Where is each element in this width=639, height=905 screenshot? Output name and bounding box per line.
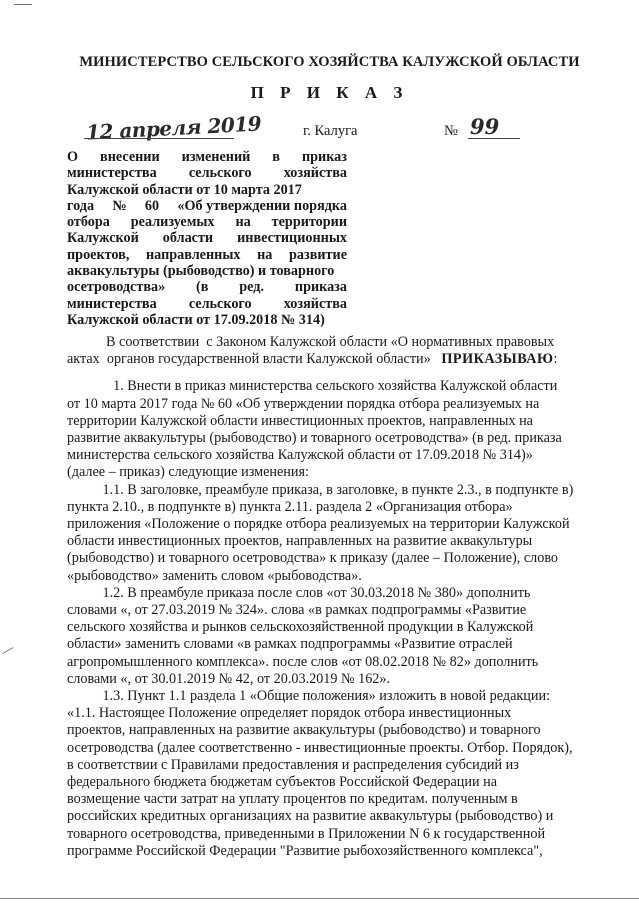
text-line [67, 808, 572, 825]
text-fragment: области инвестиционных проектов, направленных на развитие аквакультуры [67, 533, 533, 550]
number-underline [468, 138, 520, 139]
text-fragment: «рыбоводство» заменить словом «рыбоводства». [67, 567, 362, 584]
text-line [67, 263, 347, 279]
text-fragment: словами «, от 30.01.2019 № 42, от 20.03.2019 № 162». [67, 670, 391, 687]
text-fragment: Калужской области от 17.09.2018 № 314) [67, 311, 325, 328]
text-fragment: области [162, 230, 214, 247]
text-fragment: территории [271, 214, 347, 231]
text-line [67, 312, 347, 328]
text-line [67, 334, 572, 351]
text-fragment: (далее – приказ) следующие изменения: [67, 464, 309, 481]
text-fragment: на [235, 214, 251, 231]
text-line [67, 705, 572, 722]
text-fragment: сельского [188, 165, 252, 182]
text-line [67, 671, 572, 688]
text-fragment: Калужской [67, 230, 139, 247]
text-line [67, 499, 572, 516]
text-line [67, 430, 572, 447]
text-line [67, 447, 572, 464]
preamble-paragraph [67, 334, 572, 368]
text-line [67, 533, 572, 550]
ministry-heading: МИНИСТЕРСТВО СЕЛЬСКОГО ХОЗЯЙСТВА КАЛУЖСКОЙ ОБЛАСТИ [79, 54, 580, 70]
text-fragment: товарного осетроводства, приведенными в Приложении N 6 к государственной [67, 825, 546, 842]
text-fragment: О [67, 149, 79, 165]
text-line [67, 149, 347, 165]
text-fragment: 1. Внести в приказ министерства сельского хозяйства Калужской области [67, 378, 558, 395]
text-fragment: приказ [301, 149, 347, 165]
text-fragment: пункта 2.10., в подпункте в) пункта 2.11. раздела 2 «Организация отбора» [67, 498, 513, 515]
text-fragment: осетроводства» [67, 279, 166, 296]
text-fragment: в [272, 149, 280, 165]
scan-artifact-top [14, 4, 32, 5]
text-fragment: 1.3. Пункт 1.1 раздела 1 «Общие положения» изложить в новой редакции: [67, 688, 551, 705]
text-fragment: № [112, 197, 127, 214]
date-underline [84, 138, 234, 139]
text-line [67, 619, 572, 636]
text-fragment: федерального бюджета бюджетам субъектов Российской Федерации на [67, 774, 498, 791]
text-line [67, 654, 572, 671]
text-line [67, 791, 572, 808]
text-fragment: проектов, направленных на развитие аквакультуры (рыбоводство) и товарного [67, 722, 541, 739]
text-fragment: актах органов государственной власти Калужской области» [67, 351, 442, 368]
p12-paragraph [67, 585, 572, 688]
text-fragment: российских кредитных организациях на развитие аквакультуры (рыбоводство) и [67, 808, 554, 825]
text-line [67, 482, 572, 499]
order-subject [67, 149, 347, 328]
order-body [67, 334, 572, 860]
text-fragment: инвестиционных [237, 230, 347, 247]
text-line [67, 688, 572, 705]
text-fragment: проектов, [67, 246, 130, 263]
text-line [67, 722, 572, 739]
text-fragment: (рыбоводство) и товарного осетроводства» к приказу (далее – Положение), слово [67, 550, 559, 567]
text-line [67, 198, 347, 214]
p11-paragraph [67, 482, 572, 585]
text-line [67, 740, 572, 757]
text-fragment: программе Российской Федерации "Развитие рыбохозяйственного комплекса", [67, 842, 543, 859]
text-fragment: приказа [294, 279, 347, 296]
text-fragment: в соответствии с Правилами предоставления и распределения субсидий из [67, 756, 519, 773]
text-fragment: от 10 марта 2017 года № 60 «Об утверждении порядка отбора реализуемых на [67, 395, 540, 412]
text-fragment: направленных [146, 246, 241, 263]
text-line [67, 843, 572, 860]
text-line [67, 396, 572, 413]
text-fragment: ред. [239, 279, 265, 296]
handwritten-date: 12 апреля 2019 [85, 111, 262, 145]
text-fragment: изменений [181, 149, 251, 165]
text-line [67, 757, 572, 774]
text-fragment: осетроводства (далее соответственно - инвестиционные проекты. Отбор. Порядок), [67, 739, 573, 756]
text-fragment: сельского хозяйства и рынков сельскохозяйственной продукции в Калужской [67, 619, 534, 636]
text-line [67, 165, 347, 181]
text-fragment: развитие [289, 246, 347, 263]
text-fragment: сельского [188, 295, 252, 312]
text-fragment: В соответствии с Законом Калужской области «О нормативных правовых [67, 334, 555, 350]
text-fragment: области» заменить словами «в рамках подпрограммы «Развитие отраслей [67, 636, 513, 653]
text-fragment: года [67, 197, 95, 214]
text-fragment: министерства сельского хозяйства Калужской области от 17.09.2018 № 314)» [67, 447, 533, 464]
number-label: № [444, 123, 458, 139]
text-fragment: возмещение части затрат на уплату процентов по кредитам. полученным в [67, 791, 518, 808]
text-fragment: : [553, 351, 558, 368]
text-fragment: словами «, от 27.03.2019 № 324». слова «в рамках подпрограммы «Развитие [67, 602, 527, 619]
text-fragment: (в [196, 279, 209, 296]
text-fragment: министерства [67, 165, 157, 182]
text-fragment: аквакультуры (рыбоводство) и товарного [67, 263, 335, 280]
text-line [67, 464, 572, 481]
text-fragment: отбора [67, 214, 110, 231]
text-fragment: ПРИКАЗЫВАЮ [441, 351, 554, 368]
text-fragment: приложения «Положение о порядке отбора реализуемых на территории Калужской [67, 516, 570, 533]
text-fragment: «Об утверждении порядка [177, 197, 347, 214]
text-fragment: хозяйства [283, 295, 347, 312]
text-line [67, 602, 572, 619]
text-line [67, 636, 572, 653]
text-line [67, 230, 347, 246]
text-line [67, 516, 572, 533]
text-fragment: «1.1. Настоящее Положение определяет порядок отбора инвестиционных [67, 705, 512, 722]
scan-artifact-mark [3, 647, 14, 654]
text-fragment: 1.1. В заголовке, преамбуле приказа, в заголовке, в пункте 2.3., в подпункте в) [67, 481, 574, 498]
text-line [67, 182, 347, 198]
text-fragment: реализуемых [130, 214, 215, 231]
text-fragment: 1.2. В преамбуле приказа после слов «от 30.03.2018 № 380» дополнить [67, 584, 531, 601]
text-line [67, 378, 572, 395]
text-line [67, 550, 572, 567]
text-line [67, 279, 347, 295]
document-title: П Р И К А З [250, 83, 409, 102]
text-fragment: агропромышленного комплекса». после слов «от 08.02.2018 № 82» дополнить [67, 653, 539, 670]
text-fragment: 60 [144, 197, 160, 214]
p13-paragraph [67, 688, 572, 860]
text-line [67, 351, 572, 368]
text-line [67, 826, 572, 843]
text-fragment: хозяйства [283, 165, 347, 182]
text-line [67, 568, 572, 585]
text-fragment: развитие аквакультуры (рыбоводство) и товарного осетроводства» (в ред. приказа [67, 430, 562, 447]
city: г. Калуга [303, 123, 358, 139]
text-fragment: внесении [100, 149, 160, 165]
text-line [67, 214, 347, 230]
text-line [67, 413, 572, 430]
handwritten-number: 99 [470, 114, 500, 139]
text-line [67, 774, 572, 791]
text-line [67, 247, 347, 263]
text-fragment: территории Калужской области инвестиционных проектов, направленных на [67, 412, 533, 429]
text-fragment: на [257, 246, 273, 263]
text-fragment: министерства [67, 295, 157, 312]
scan-artifact-bottom [0, 898, 639, 899]
text-line [67, 296, 347, 312]
p1-paragraph [67, 378, 572, 481]
text-fragment: Калужской области от 10 марта 2017 [67, 181, 302, 198]
text-line [67, 585, 572, 602]
paragraph-gap [67, 368, 572, 378]
